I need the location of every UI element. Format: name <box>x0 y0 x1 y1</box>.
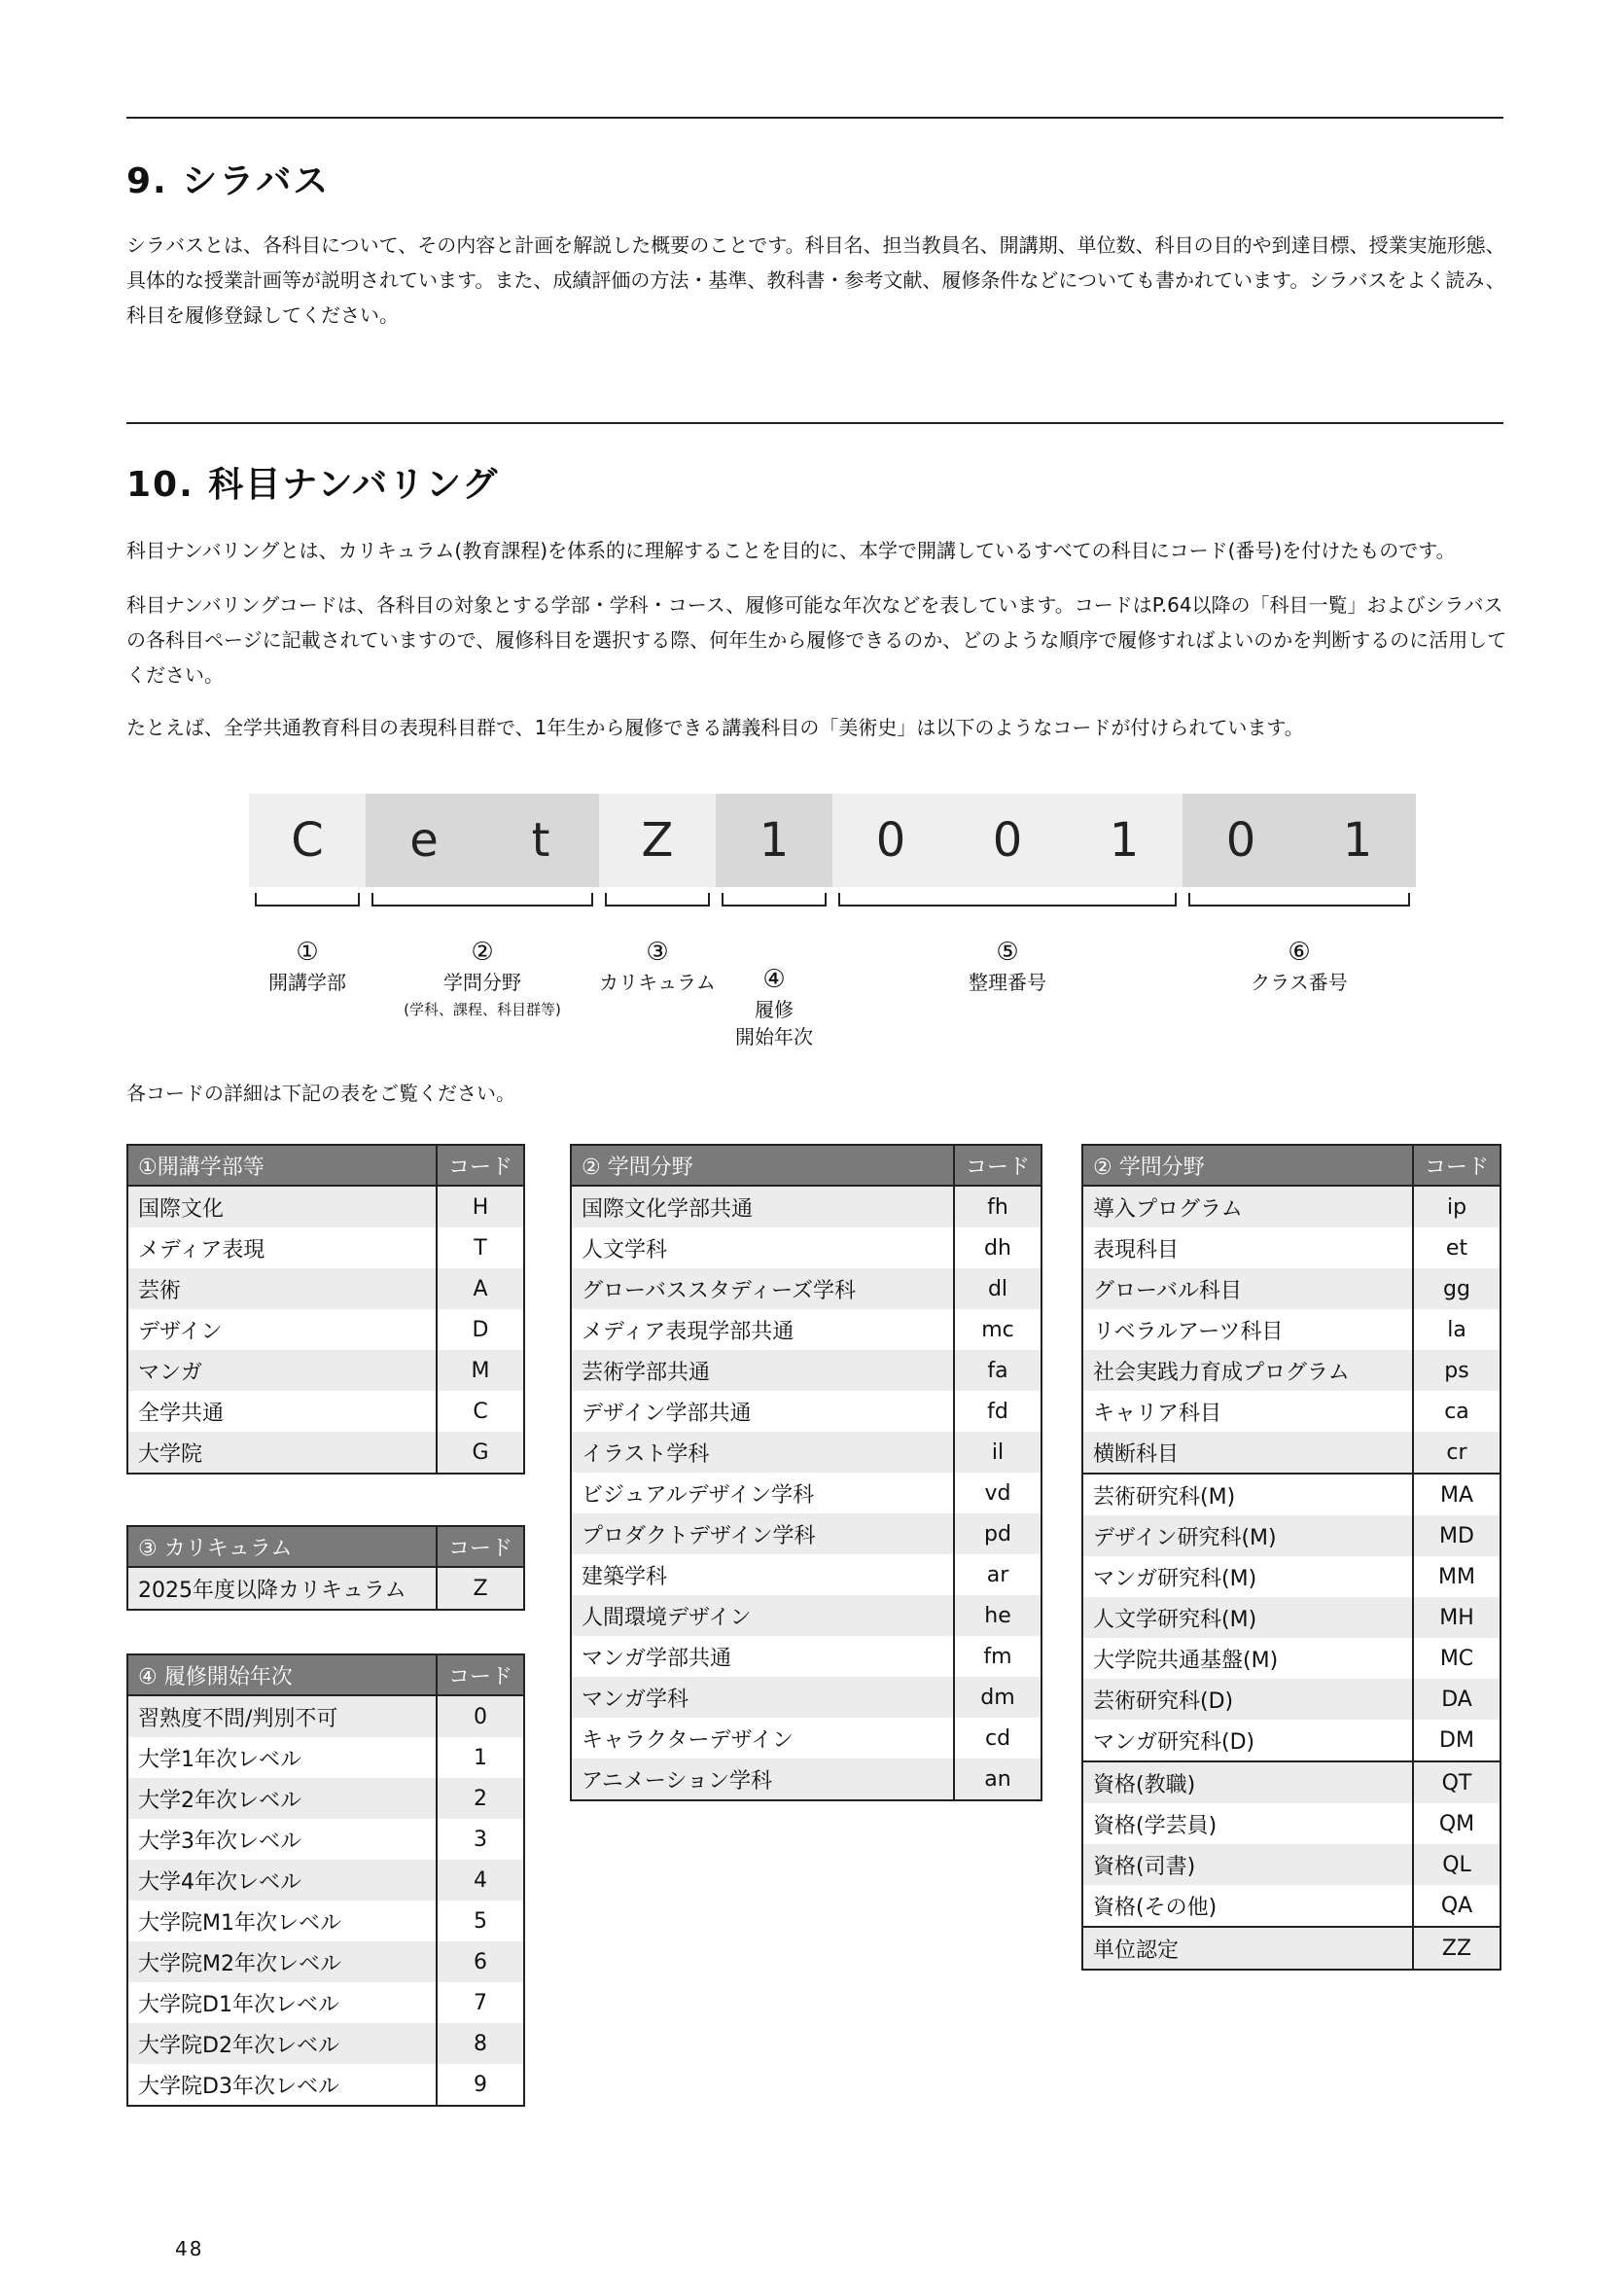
table-header-code: コード <box>437 1526 524 1567</box>
row-code: MM <box>1413 1556 1500 1597</box>
row-code: T <box>437 1227 524 1268</box>
code-label: ① 開講学部 <box>268 938 346 994</box>
row-label: デザイン学部共通 <box>571 1391 954 1432</box>
table-header-code: コード <box>954 1145 1041 1186</box>
row-label: 人文学科 <box>571 1227 954 1268</box>
table-row <box>1082 1556 1500 1597</box>
row-label: 大学院M2年次レベル <box>127 1941 437 1982</box>
code-char: e <box>366 794 482 887</box>
table-faculty-codes <box>126 1144 525 1475</box>
table-row <box>571 1432 1041 1473</box>
table-row <box>1082 1268 1500 1309</box>
row-code: DA <box>1413 1679 1500 1720</box>
row-code: an <box>954 1759 1041 1800</box>
table-row <box>127 1778 524 1819</box>
row-label: 単位認定 <box>1082 1927 1413 1970</box>
row-label: 資格(学芸員) <box>1082 1803 1413 1844</box>
row-label: 資格(司書) <box>1082 1844 1413 1885</box>
table-row <box>1082 1432 1500 1474</box>
row-code: 9 <box>437 2064 524 2106</box>
table-row <box>127 1695 524 1737</box>
table-curriculum-codes <box>126 1525 525 1611</box>
table-header-code: コード <box>437 1654 524 1695</box>
section-10-rule <box>126 422 1503 424</box>
row-code: 2 <box>437 1778 524 1819</box>
row-code: cd <box>954 1718 1041 1759</box>
row-label: 人文学研究科(M) <box>1082 1597 1413 1638</box>
table-row <box>1082 1474 1500 1515</box>
row-label: 建築学科 <box>571 1554 954 1595</box>
row-label: イラスト学科 <box>571 1432 954 1473</box>
row-label: 大学4年次レベル <box>127 1860 437 1901</box>
code-char: C <box>249 794 366 887</box>
row-label: キャラクターデザイン <box>571 1718 954 1759</box>
table-row <box>1082 1885 1500 1927</box>
code-char: 0 <box>949 794 1066 887</box>
table-row <box>127 1941 524 1982</box>
table-row <box>1082 1309 1500 1350</box>
row-label: 習熟度不問/判別不可 <box>127 1695 437 1737</box>
section-9-title: 9. シラバス <box>126 161 331 201</box>
row-label: マンガ学部共通 <box>571 1636 954 1677</box>
table-row <box>1082 1515 1500 1556</box>
row-code: et <box>1413 1227 1500 1268</box>
row-label: マンガ <box>127 1350 437 1391</box>
table-header-label: ③ カリキュラム <box>127 1526 437 1567</box>
table-row <box>127 1350 524 1391</box>
row-code: il <box>954 1432 1041 1473</box>
row-label: マンガ学科 <box>571 1677 954 1718</box>
row-label: 大学院 <box>127 1432 437 1474</box>
row-code: fd <box>954 1391 1041 1432</box>
table-row <box>1082 1597 1500 1638</box>
row-label: グローバススタディーズ学科 <box>571 1268 954 1309</box>
table-row <box>1082 1227 1500 1268</box>
bracket <box>1188 893 1410 906</box>
table-row <box>571 1554 1041 1595</box>
table-header-label: ② 学問分野 <box>1082 1145 1413 1186</box>
section-9-rule <box>126 117 1503 119</box>
table-header <box>127 1526 524 1567</box>
row-code: 3 <box>437 1819 524 1860</box>
row-label: デザイン研究科(M) <box>1082 1515 1413 1556</box>
table-row <box>127 1982 524 2023</box>
table-row <box>571 1595 1041 1636</box>
row-code: 8 <box>437 2023 524 2064</box>
table-row <box>127 1227 524 1268</box>
row-code: fm <box>954 1636 1041 1677</box>
row-label: 大学2年次レベル <box>127 1778 437 1819</box>
section-10-p2: 科目ナンバリングコードは、各科目の対象とする学部・学科・コース、履修可能な年次などを表しています。コードはP.64以降の「科目一覧」およびシラバスの各科目ページに記載されていますので、履修科目を選択する際、何年生から履修できるのか、どのような順序で履修すればよいのかを判断するのに活用してください。 <box>126 593 1507 687</box>
bracket <box>371 893 593 906</box>
table-row <box>571 1636 1041 1677</box>
table-header-label: ④ 履修開始年次 <box>127 1654 437 1695</box>
row-label: 資格(教職) <box>1082 1761 1413 1803</box>
row-label: 導入プログラム <box>1082 1186 1413 1227</box>
row-label: 大学院D2年次レベル <box>127 2023 437 2064</box>
row-label: メディア表現 <box>127 1227 437 1268</box>
row-code: 5 <box>437 1901 524 1941</box>
row-code: D <box>437 1309 524 1350</box>
bracket <box>605 893 710 906</box>
row-label: 大学院D1年次レベル <box>127 1982 437 2023</box>
bracket <box>722 893 827 906</box>
table-row <box>127 2064 524 2106</box>
row-label: 大学1年次レベル <box>127 1737 437 1778</box>
row-code: MD <box>1413 1515 1500 1556</box>
table-note: 各コードの詳細は下記の表をご覧ください。 <box>126 1082 515 1105</box>
row-code: 6 <box>437 1941 524 1982</box>
code-char: 0 <box>1183 794 1299 887</box>
row-code: 4 <box>437 1860 524 1901</box>
table-row <box>571 1473 1041 1513</box>
row-label: 全学共通 <box>127 1391 437 1432</box>
table-row <box>127 1737 524 1778</box>
section-9-body: シラバスとは、各科目について、その内容と計画を解説した概要のことです。科目名、担当教員名、開講期、単位数、科目の目的や到達目標、授業実施形態、具体的な授業計画等が説明されています。また、成績評価の方法・基準、教科書・参考文献、履修条件などについても書かれています。シラバスをよく読み、科目を履修登録してください。 <box>126 233 1505 327</box>
table-row <box>1082 1803 1500 1844</box>
table-row <box>1082 1927 1500 1970</box>
section-10-p1: 科目ナンバリングとは、カリキュラム(教育課程)を体系的に理解することを目的に、本学で開講しているすべての科目にコード(番号)を付けたものです。 <box>126 539 1456 562</box>
table-row <box>571 1677 1041 1718</box>
bracket <box>838 893 1177 906</box>
table-row <box>127 1432 524 1474</box>
table-field-codes-2 <box>1081 1144 1501 1971</box>
bracket <box>255 893 360 906</box>
section-10-p3: たとえば、全学共通教育科目の表現科目群で、1年生から履修できる講義科目の「美術史」は以下のようなコードが付けられています。 <box>126 716 1304 739</box>
row-code: cr <box>1413 1432 1500 1474</box>
table-row <box>1082 1186 1500 1227</box>
row-code: ip <box>1413 1186 1500 1227</box>
row-code: MC <box>1413 1638 1500 1679</box>
row-code: MH <box>1413 1597 1500 1638</box>
table-row <box>1082 1844 1500 1885</box>
row-label: 大学院M1年次レベル <box>127 1901 437 1941</box>
row-code: ps <box>1413 1350 1500 1391</box>
row-code: he <box>954 1595 1041 1636</box>
table-header-code: コード <box>437 1145 524 1186</box>
row-code: gg <box>1413 1268 1500 1309</box>
table-row <box>1082 1761 1500 1803</box>
table-header-label: ② 学問分野 <box>571 1145 954 1186</box>
row-label: リベラルアーツ科目 <box>1082 1309 1413 1350</box>
table-row <box>571 1309 1041 1350</box>
table-header <box>1082 1145 1500 1186</box>
table-header <box>127 1145 524 1186</box>
code-label: ⑤ 整理番号 <box>969 938 1046 994</box>
row-code: 7 <box>437 1982 524 2023</box>
code-char: 1 <box>1299 794 1416 887</box>
code-char: Z <box>599 794 716 887</box>
table-row <box>127 1819 524 1860</box>
row-code: QA <box>1413 1885 1500 1927</box>
table-row <box>571 1350 1041 1391</box>
row-label: 大学院共通基盤(M) <box>1082 1638 1413 1679</box>
table-row <box>571 1227 1041 1268</box>
row-code: ar <box>954 1554 1041 1595</box>
row-label: 芸術研究科(M) <box>1082 1474 1413 1515</box>
table-row <box>127 2023 524 2064</box>
table-row <box>127 1309 524 1350</box>
row-code: DM <box>1413 1720 1500 1761</box>
row-code: G <box>437 1432 524 1474</box>
table-start-year-codes <box>126 1653 525 2107</box>
row-label: 2025年度以降カリキュラム <box>127 1567 437 1610</box>
row-label: デザイン <box>127 1309 437 1350</box>
code-label: ③ カリキュラム <box>599 938 716 994</box>
row-code: ZZ <box>1413 1927 1500 1970</box>
row-code: QL <box>1413 1844 1500 1885</box>
code-char: t <box>482 794 599 887</box>
row-code: dm <box>954 1677 1041 1718</box>
table-row <box>127 1186 524 1227</box>
table-row <box>127 1268 524 1309</box>
row-code: 1 <box>437 1737 524 1778</box>
row-code: MA <box>1413 1474 1500 1515</box>
code-label: ② 学問分野 (学科、課程、科目群等) <box>404 938 561 1018</box>
row-label: マンガ研究科(D) <box>1082 1720 1413 1761</box>
table-row <box>127 1901 524 1941</box>
row-code: mc <box>954 1309 1041 1350</box>
page-number: 48 <box>175 2237 204 2260</box>
row-label: 大学院D3年次レベル <box>127 2064 437 2106</box>
row-code: Z <box>437 1567 524 1610</box>
code-char: 1 <box>716 794 832 887</box>
row-label: キャリア科目 <box>1082 1391 1413 1432</box>
row-label: 大学3年次レベル <box>127 1819 437 1860</box>
row-code: fa <box>954 1350 1041 1391</box>
table-row <box>571 1513 1041 1554</box>
row-code: QT <box>1413 1761 1500 1803</box>
code-char: 1 <box>1066 794 1183 887</box>
row-label: アニメーション学科 <box>571 1759 954 1800</box>
table-header <box>127 1654 524 1695</box>
code-char: 0 <box>832 794 949 887</box>
row-label: 横断科目 <box>1082 1432 1413 1474</box>
row-label: 芸術 <box>127 1268 437 1309</box>
table-row <box>127 1860 524 1901</box>
table-header-code: コード <box>1413 1145 1500 1186</box>
code-label: ④ 履修 開始年次 <box>735 965 813 1049</box>
table-row <box>571 1759 1041 1800</box>
table-row <box>1082 1350 1500 1391</box>
row-label: ビジュアルデザイン学科 <box>571 1473 954 1513</box>
row-label: 資格(その他) <box>1082 1885 1413 1927</box>
row-code: la <box>1413 1309 1500 1350</box>
row-label: 表現科目 <box>1082 1227 1413 1268</box>
row-code: QM <box>1413 1803 1500 1844</box>
table-row <box>1082 1638 1500 1679</box>
row-code: H <box>437 1186 524 1227</box>
table-row <box>1082 1679 1500 1720</box>
code-label: ⑥ クラス番号 <box>1251 938 1348 994</box>
row-code: pd <box>954 1513 1041 1554</box>
row-code: 0 <box>437 1695 524 1737</box>
table-row <box>571 1268 1041 1309</box>
row-code: M <box>437 1350 524 1391</box>
table-header-label: ①開講学部等 <box>127 1145 437 1186</box>
table-row <box>1082 1391 1500 1432</box>
row-label: 国際文化 <box>127 1186 437 1227</box>
row-code: vd <box>954 1473 1041 1513</box>
row-code: C <box>437 1391 524 1432</box>
row-code: A <box>437 1268 524 1309</box>
table-row <box>1082 1720 1500 1761</box>
row-label: プロダクトデザイン学科 <box>571 1513 954 1554</box>
row-label: 国際文化学部共通 <box>571 1186 954 1227</box>
table-row <box>571 1718 1041 1759</box>
row-label: 社会実践力育成プログラム <box>1082 1350 1413 1391</box>
row-code: dl <box>954 1268 1041 1309</box>
table-row <box>571 1186 1041 1227</box>
table-header <box>571 1145 1041 1186</box>
table-row <box>127 1567 524 1610</box>
section-10-title: 10. 科目ナンバリング <box>126 465 500 505</box>
row-label: マンガ研究科(M) <box>1082 1556 1413 1597</box>
row-label: グローバル科目 <box>1082 1268 1413 1309</box>
row-label: メディア表現学部共通 <box>571 1309 954 1350</box>
row-code: ca <box>1413 1391 1500 1432</box>
table-row <box>571 1391 1041 1432</box>
row-label: 芸術学部共通 <box>571 1350 954 1391</box>
row-code: fh <box>954 1186 1041 1227</box>
row-label: 芸術研究科(D) <box>1082 1679 1413 1720</box>
row-code: dh <box>954 1227 1041 1268</box>
row-label: 人間環境デザイン <box>571 1595 954 1636</box>
table-row <box>127 1391 524 1432</box>
table-field-codes-1 <box>570 1144 1042 1801</box>
